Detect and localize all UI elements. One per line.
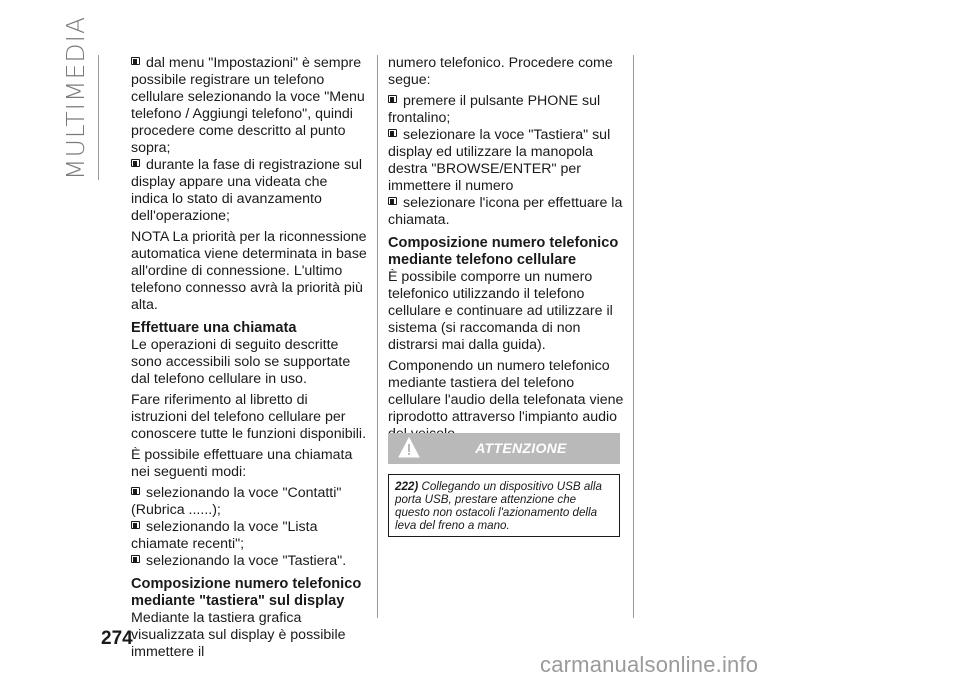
heading-phone-dial: Composizione numero telefonico mediante telefono cellulare [388,235,619,268]
warning-box [388,433,620,537]
column-left [131,55,367,665]
column-divider [633,55,634,618]
bullet-icon [131,487,142,497]
list-item [388,127,624,195]
list-item [131,519,367,553]
paragraph: Mediante la tastiera grafica visualizzata sul display è possibile immettere il [131,610,346,660]
bullet-icon [131,57,142,67]
bullet-icon [131,555,142,565]
note-paragraph: NOTA La priorità per la riconnessione automatica viene determinata in base all'ordine di connessione. L'ultimo telefono connesso avrà la priorità più alta. [131,229,367,313]
paragraph: numero telefonico. Procedere come segue: [388,55,613,88]
list-item [131,55,367,157]
warning-body [388,474,620,537]
list-item [388,93,624,127]
heading-make-call: Effettuare una chiamata [131,320,297,336]
list-item-text: selezionando la voce "Tastiera". [146,553,347,569]
list-item-text: premere il pulsante PHONE sul frontalino; [388,93,601,126]
page-number: 274 [101,628,133,649]
bullet-icon [131,521,142,531]
list-item [131,157,367,225]
section-divider [98,55,99,180]
bullet-icon [388,197,399,207]
paragraph: Componendo un numero telefonico mediante tastiera del telefono cellulare l'audio della telefonata viene riprodotto attraverso l'impianto audio [388,358,624,425]
paragraph: Fare riferimento al libretto di istruzioni del telefono cellulare per conoscere tutte le funzioni disponibili. [131,392,367,442]
list-item [131,553,367,570]
list-item-text: selezionando la voce "Contatti" (Rubrica ......); [131,485,342,518]
watermark: carmanualsonline.info [540,652,759,677]
paragraph: È possibile comporre un numero telefonico utilizzando il telefono cellulare e continuare ad utilizzare il sistema (si raccomanda di non distrarsi mai dalla guida). [388,269,613,353]
bullet-icon [388,95,399,105]
list-item [131,485,367,519]
list-item-text: dal menu "Impostazioni" è sempre possibile registrare un telefono cellulare selezionando la voce "Menu telefono / Aggiungi telefono", quindi procedere come descritto al punto sopra; [131,55,365,156]
warning-header [388,433,620,464]
list-item-text: selezionare la voce "Tastiera" sul display ed utilizzare la manopola destra "BROWSE/ENTER" per immettere il numero [388,127,611,194]
warning-number: 222) [395,480,419,493]
list-item-text: durante la fase di registrazione sul display appare una videata che indica lo stato di avanzamento dell'operazione; [131,157,363,224]
list-item-text: selezionare l'icona per effettuare la chiamata. [388,195,623,228]
warning-text: Collegando un dispositivo USB alla porta USB, prestare attenzione che questo non ostacoli l'azionamento della leva del freno a mano. [395,480,602,532]
bullet-icon [388,129,399,139]
paragraph: È possibile effettuare una chiamata nei seguenti modi: [131,447,353,480]
column-divider [377,55,378,618]
list-item [388,195,624,229]
heading-keypad-dial: Composizione numero telefonico mediante "tastiera" sul display [131,576,362,609]
section-title: MULTIMEDIA [61,15,90,180]
warning-title: ATTENZIONE [475,440,567,456]
list-item-text: selezionando la voce "Lista chiamate recenti"; [131,519,318,552]
paragraph: Le operazioni di seguito descritte sono accessibili solo se supportate dal telefono cellulare in uso. [131,337,351,387]
column-right [388,55,624,447]
bullet-icon [131,159,142,169]
